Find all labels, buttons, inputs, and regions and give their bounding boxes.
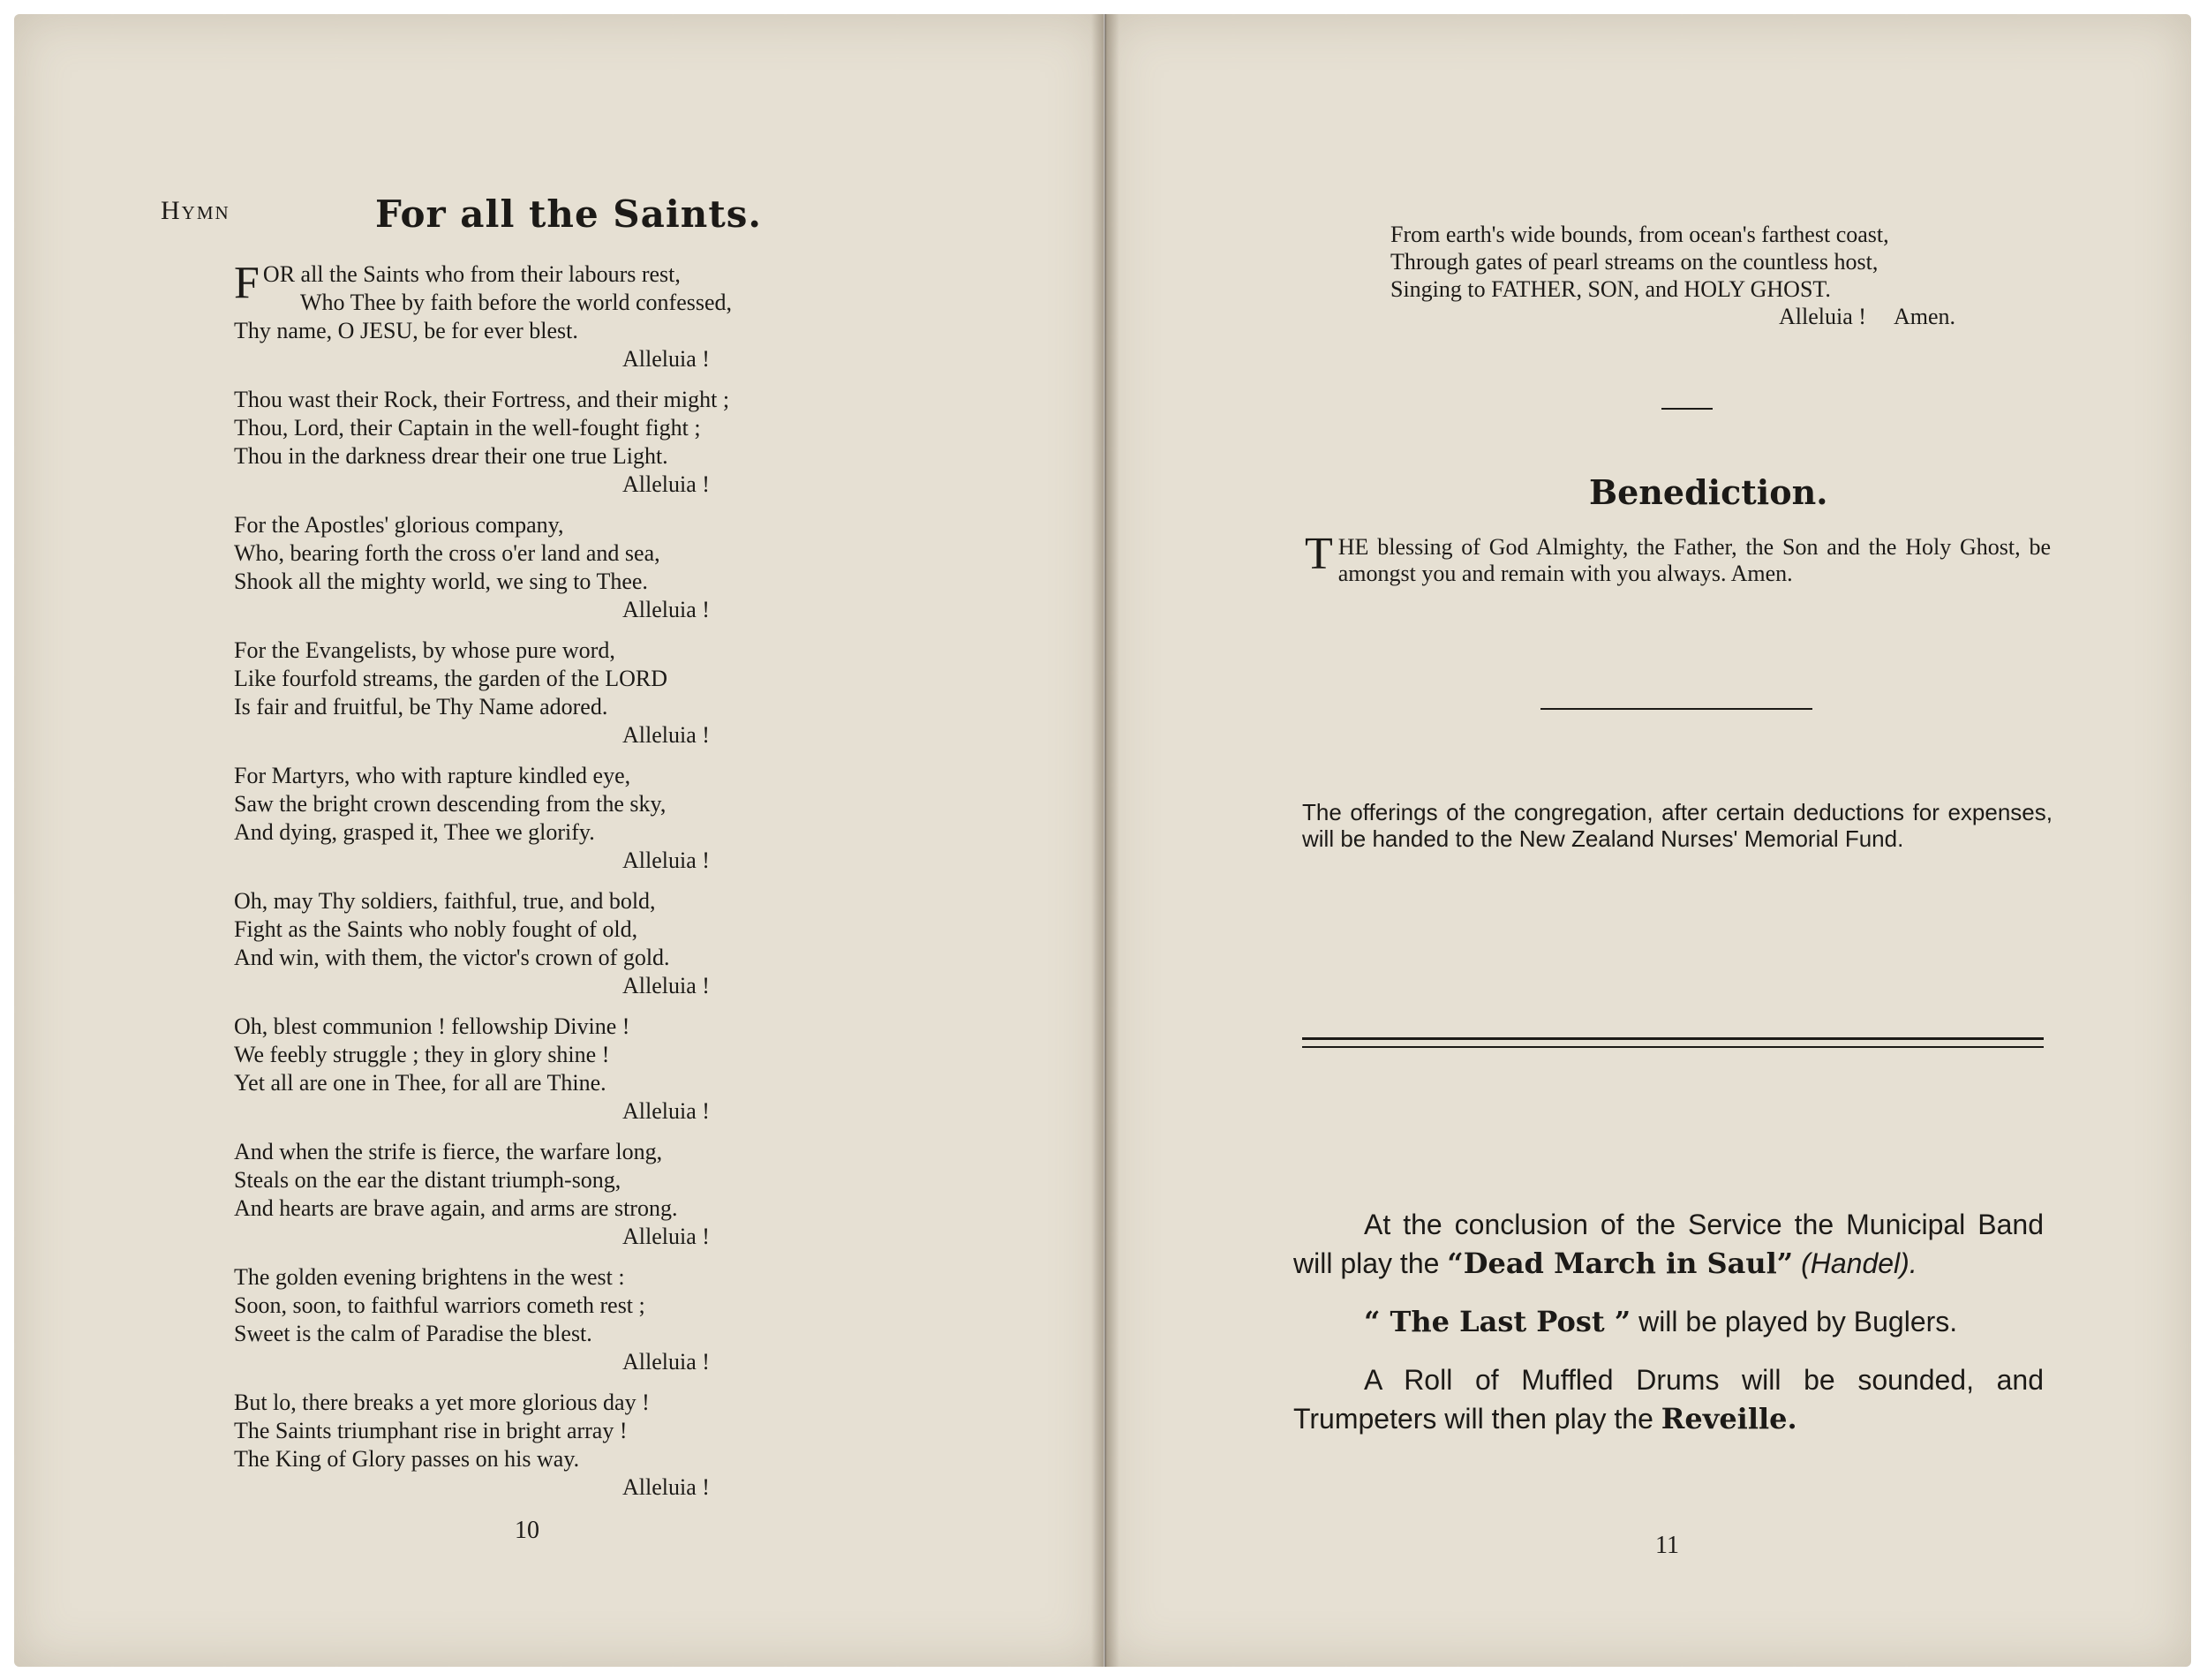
- double-rule-top: [1302, 1037, 2044, 1040]
- refrain: Alleluia !: [622, 973, 710, 998]
- stanza-line: Oh, blest communion ! fellowship Divine !: [234, 1013, 630, 1039]
- composer-name: (Handel).: [1793, 1247, 1917, 1279]
- stanza: [234, 762, 905, 875]
- stanza: [234, 637, 905, 750]
- refrain: Alleluia !: [622, 597, 710, 622]
- closing-text: At the conclusion of the Service the Municipal Band will play the: [1293, 1209, 2044, 1279]
- closing-paragraph-buglers: [1293, 1302, 2044, 1341]
- stanza-line: Thou wast their Rock, their Fortress, and their might ;: [234, 387, 730, 412]
- stanza-line: For Martyrs, who with rapture kindled eye,: [234, 763, 631, 788]
- last-post-title: “ The Last Post ”: [1364, 1305, 1631, 1338]
- stanza-line: Shook all the mighty world, we sing to Thee.: [234, 569, 648, 594]
- stanza-line: From earth's wide bounds, from ocean's farthest coast,: [1390, 222, 1889, 247]
- refrain: Alleluia !: [622, 1474, 710, 1500]
- stanza-line: Who Thee by faith before the world confessed,: [300, 290, 733, 315]
- stanza-line: Thou in the darkness drear their one true Light.: [234, 443, 668, 469]
- final-stanza: [1390, 221, 2097, 330]
- stanza-line: We feebly struggle ; they in glory shine !: [234, 1042, 610, 1067]
- page-number-left: 10: [515, 1517, 539, 1544]
- hymn-label: Hymn: [161, 196, 230, 225]
- stanza-line: Singing to FATHER, SON, and HOLY GHOST.: [1390, 276, 1831, 302]
- book-spine: [1091, 14, 1119, 1667]
- refrain: Alleluia !: [622, 848, 710, 873]
- stanza-line: Saw the bright crown descending from the sky,: [234, 791, 667, 817]
- stanza-line: The Saints triumphant rise in bright array !: [234, 1418, 628, 1443]
- stanza-line: Fight as the Saints who nobly fought of old,: [234, 916, 638, 942]
- offerings-note: The offerings of the congregation, after certain deductions for expenses, will be handed to the New Zealand Nurses' Memorial Fund.: [1302, 799, 2053, 852]
- divider: [1540, 708, 1812, 710]
- refrain: Alleluia !: [622, 346, 710, 372]
- stanza: [234, 887, 905, 1000]
- stanza-line: And when the strife is fierce, the warfare long,: [234, 1139, 663, 1164]
- closing-paragraph-band: [1293, 1205, 2044, 1283]
- drop-cap: T: [1305, 529, 1333, 579]
- stanza-line: Sweet is the calm of Paradise the blest.: [234, 1321, 592, 1346]
- stanza-line: Thy name, O JESU, be for ever blest.: [234, 318, 578, 343]
- stanza-line: Soon, soon, to faithful warriors cometh rest ;: [234, 1292, 645, 1318]
- reveille-title: Reveille.: [1661, 1402, 1797, 1435]
- stanza-line: Steals on the ear the distant triumph-song,: [234, 1167, 621, 1193]
- stanza-line: Oh, may Thy soldiers, faithful, true, and bold,: [234, 888, 656, 914]
- closing-text: A Roll of Muffled Drums will be sounded, and Trumpeters will then play the: [1293, 1364, 2044, 1435]
- stanza-line: And dying, grasped it, Thee we glorify.: [234, 819, 595, 845]
- closing-paragraph-drums: [1293, 1360, 2044, 1438]
- stanza: [234, 1263, 905, 1376]
- stanza-line: Like fourfold streams, the garden of the LORD: [234, 666, 667, 691]
- stanza-line: Through gates of pearl streams on the countless host,: [1390, 249, 1879, 275]
- stanza: [234, 1389, 905, 1502]
- stanza: [234, 1138, 905, 1251]
- dead-march-title: “Dead March in Saul”: [1447, 1247, 1794, 1280]
- hymn-title: For all the Saints.: [375, 192, 763, 236]
- stanza-line: Who, bearing forth the cross o'er land and sea,: [234, 540, 660, 566]
- refrain: Alleluia !: [622, 1098, 710, 1124]
- benediction-title: Benediction.: [1589, 472, 1828, 512]
- stanza-line: Thou, Lord, their Captain in the well-fought fight ;: [234, 415, 701, 441]
- refrain: Alleluia !: [622, 1224, 710, 1249]
- stanza-line: And hearts are brave again, and arms are strong.: [234, 1195, 678, 1221]
- closing-notes: [1293, 1205, 2044, 1458]
- stanza: [234, 260, 905, 373]
- short-divider: [1661, 408, 1713, 410]
- stanza: [234, 511, 905, 624]
- benediction-body: HE blessing of God Almighty, the Father, the Son and the Holy Ghost, be amongst you and remain with you always. Amen.: [1337, 534, 2051, 586]
- stanza-line: The golden evening brightens in the west :: [234, 1264, 625, 1290]
- refrain: Alleluia !: [622, 1349, 710, 1375]
- stanza-line: And win, with them, the victor's crown of gold.: [234, 945, 670, 970]
- stanza-first-line: OR all the Saints who from their labours rest,: [262, 261, 681, 287]
- stanza-line: But lo, there breaks a yet more glorious day !: [234, 1390, 650, 1415]
- stanza-line: Yet all are one in Thee, for all are Thine.: [234, 1070, 606, 1096]
- stanza-line: The King of Glory passes on his way.: [234, 1446, 580, 1472]
- stanza-line: For the Apostles' glorious company,: [234, 512, 564, 538]
- refrain: Alleluia !: [622, 471, 710, 497]
- closing-text: will be played by Buglers.: [1631, 1306, 1958, 1337]
- refrain-amen: Alleluia ! Amen.: [1779, 304, 1956, 329]
- benediction-text: [1305, 529, 2051, 587]
- double-rule-bottom: [1302, 1046, 2044, 1048]
- stanza: [234, 1013, 905, 1126]
- stanza-line: For the Evangelists, by whose pure word,: [234, 637, 615, 663]
- hymn-body: [234, 260, 905, 1514]
- refrain: Alleluia !: [622, 722, 710, 748]
- stanza-line: Is fair and fruitful, be Thy Name adored.: [234, 694, 608, 719]
- stanza: [234, 386, 905, 499]
- drop-cap: F: [234, 258, 260, 308]
- page-number-right: 11: [1655, 1532, 1679, 1559]
